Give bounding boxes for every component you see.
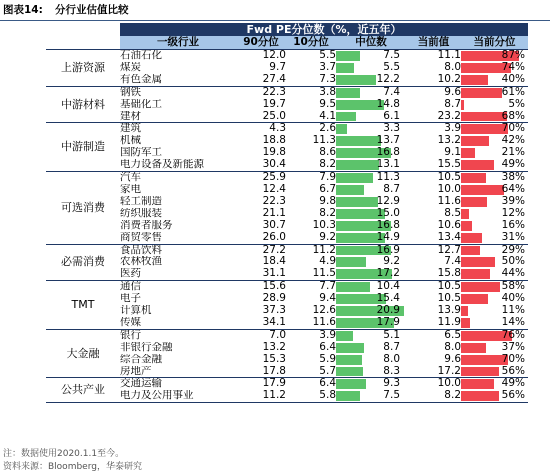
industry-name: 通信 — [120, 280, 141, 293]
median-cell — [336, 220, 406, 232]
current-value: 12.7 — [437, 244, 461, 256]
percentile-value: 70% — [501, 122, 526, 135]
percentile-value: 56% — [501, 390, 526, 402]
industry-name: 传媒 — [120, 317, 236, 329]
median-cell — [336, 256, 406, 268]
percentile-value: 58% — [501, 280, 526, 293]
percentile-cell — [461, 86, 528, 98]
p10-value: 6.7 — [319, 183, 336, 195]
p90-value: 25.0 — [236, 111, 286, 123]
percentile-value: 44% — [501, 268, 526, 280]
percentile-cell — [461, 378, 528, 390]
industry-name: 电力及公用事业 — [120, 390, 236, 402]
industry-name: 煤炭 — [120, 61, 141, 73]
industry-name: 建筑 — [120, 122, 141, 135]
current-value: 17.2 — [406, 366, 461, 378]
column-header: 当前分位 — [461, 36, 528, 50]
industry-name: 电力设备及新能源 — [120, 159, 236, 171]
percentile-cell — [461, 111, 528, 123]
percentile-cell — [461, 159, 528, 171]
table-row — [46, 329, 528, 341]
p10-value: 6.4 — [319, 341, 336, 353]
percentile-cell — [461, 329, 528, 341]
p90-value: 19.7 — [262, 98, 286, 110]
column-header: 90分位 — [236, 36, 286, 50]
percentile-value: 5% — [508, 98, 526, 110]
percentile-value: 64% — [501, 183, 526, 195]
group-label: TMT — [46, 281, 120, 330]
p10-value: 8.6 — [319, 147, 336, 159]
median-value: 8.0 — [383, 353, 400, 365]
group-label: 中游材料 — [46, 86, 120, 123]
percentile-value: 40% — [501, 293, 526, 305]
p10-value: 2.6 — [319, 122, 336, 135]
median-cell — [336, 123, 406, 135]
percentile-value: 42% — [501, 135, 526, 147]
p10-value: 11.3 — [312, 135, 336, 147]
percentile-cell — [461, 50, 528, 62]
median-cell — [336, 62, 406, 74]
p90-value: 12.4 — [262, 183, 286, 195]
column-header-row — [46, 36, 528, 50]
p90-value: 22.3 — [262, 86, 286, 98]
median-value: 11.3 — [376, 171, 400, 184]
median-value: 9.2 — [383, 256, 400, 268]
percentile-cell — [461, 74, 528, 86]
industry-name: 食品饮料 — [120, 244, 162, 256]
super-header: Fwd PE分位数（%，近五年） — [120, 23, 528, 36]
median-value: 7.4 — [383, 86, 400, 98]
p10-value: 5.5 — [319, 49, 336, 61]
current-value: 10.0 — [437, 377, 461, 390]
industry-name: 有色金属 — [120, 74, 236, 86]
footnote: 注：数据使用2020.1.1至今。 — [3, 449, 125, 459]
group-label: 可选消费 — [46, 172, 120, 244]
median-value: 14.9 — [376, 231, 400, 243]
percentile-value: 38% — [501, 171, 526, 184]
median-value: 15.0 — [376, 207, 400, 219]
group-label: 大金融 — [46, 329, 120, 378]
percentile-cell — [461, 208, 528, 220]
table-row — [46, 244, 528, 256]
median-value: 13.7 — [376, 135, 400, 147]
p90-value: 9.7 — [269, 61, 286, 73]
percentile-value: 49% — [501, 159, 526, 171]
median-value: 20.9 — [376, 305, 400, 317]
median-value: 8.7 — [383, 183, 400, 195]
percentile-value: 37% — [501, 341, 526, 353]
p90-value: 22.3 — [262, 195, 286, 207]
source-note: 资料来源：Bloomberg，华泰研究 — [3, 462, 142, 472]
median-value: 13.1 — [376, 159, 400, 171]
p10-value: 4.9 — [319, 256, 336, 268]
current-value: 8.7 — [444, 98, 461, 110]
current-value: 10.2 — [406, 74, 461, 86]
percentile-value: 49% — [501, 377, 526, 390]
column-header: 中位数 — [336, 36, 406, 50]
current-value: 6.5 — [444, 329, 461, 341]
percentile-cell — [461, 62, 528, 74]
table-row — [46, 281, 528, 293]
current-value: 23.2 — [406, 111, 461, 123]
industry-name: 石油石化 — [120, 49, 162, 61]
current-value: 13.4 — [406, 232, 461, 244]
p90-value: 11.2 — [236, 390, 286, 402]
median-value: 16.8 — [376, 219, 400, 231]
industry-name: 综合金融 — [120, 353, 162, 365]
industry-name: 农林牧渔 — [120, 256, 162, 268]
table-body — [46, 50, 528, 403]
p10-value: 11.2 — [312, 244, 336, 256]
median-value: 8.3 — [383, 365, 400, 377]
p90-value: 30.4 — [236, 159, 286, 171]
percentile-value: 31% — [501, 231, 526, 243]
p10-value: 9.4 — [319, 293, 336, 305]
percentile-cell — [461, 390, 528, 402]
current-value: 8.0 — [444, 341, 461, 353]
median-cell — [336, 184, 406, 196]
median-cell — [336, 354, 406, 366]
p90-value: 17.8 — [236, 366, 286, 378]
percentile-value: 14% — [501, 316, 526, 328]
industry-name: 机械 — [120, 135, 141, 147]
industry-name: 计算机 — [120, 305, 152, 317]
p90-value: 27.2 — [262, 244, 286, 256]
current-value: 13.9 — [437, 305, 461, 317]
industry-name: 非银行金融 — [120, 341, 173, 353]
industry-name: 医药 — [120, 268, 236, 280]
p10-value: 6.4 — [319, 377, 336, 390]
median-cell — [336, 99, 406, 111]
median-value: 16.9 — [376, 244, 400, 256]
median-cell — [336, 268, 406, 280]
median-value: 14.8 — [376, 98, 400, 110]
percentile-value: 40% — [501, 73, 526, 85]
median-value: 5.5 — [383, 61, 400, 73]
percentile-value: 50% — [501, 256, 526, 268]
percentile-cell — [461, 123, 528, 135]
column-header: 一级行业 — [120, 36, 236, 50]
p90-value: 13.2 — [262, 341, 286, 353]
median-cell — [336, 111, 406, 123]
median-cell — [336, 232, 406, 244]
p10-value: 9.8 — [319, 195, 336, 207]
p90-value: 7.0 — [269, 329, 286, 341]
median-value: 17.2 — [376, 268, 400, 280]
industry-name: 基础化工 — [120, 98, 162, 110]
median-cell — [336, 281, 406, 293]
median-cell — [336, 305, 406, 317]
percentile-cell — [461, 220, 528, 232]
valuation-table — [46, 23, 528, 403]
percentile-cell — [461, 256, 528, 268]
p10-value: 7.7 — [319, 280, 336, 293]
median-cell — [336, 172, 406, 184]
percentile-value: 56% — [501, 365, 526, 377]
p90-value: 37.3 — [262, 305, 286, 317]
current-value: 10.6 — [437, 219, 461, 231]
super-header-row — [46, 23, 528, 36]
p90-value: 25.9 — [262, 171, 286, 184]
p90-value: 12.0 — [262, 49, 286, 61]
p90-value: 4.3 — [269, 122, 286, 135]
percentile-cell — [461, 293, 528, 305]
p10-value: 8.2 — [319, 207, 336, 219]
median-value: 12.9 — [376, 195, 400, 207]
percentile-cell — [461, 268, 528, 280]
p10-value: 11.6 — [286, 317, 336, 329]
column-header: 当前值 — [406, 36, 461, 50]
industry-name: 消费者服务 — [120, 219, 173, 231]
p10-value: 9.2 — [286, 232, 336, 244]
percentile-value: 21% — [501, 147, 526, 159]
industry-name: 银行 — [120, 329, 141, 341]
median-cell — [336, 293, 406, 305]
group-label: 必需消费 — [46, 244, 120, 281]
median-value: 9.3 — [383, 377, 400, 390]
p10-value: 3.8 — [319, 86, 336, 98]
p10-value: 7.9 — [319, 171, 336, 184]
percentile-value: 70% — [501, 353, 526, 365]
p90-value: 17.9 — [262, 377, 286, 390]
percentile-cell — [461, 99, 528, 111]
p10-value: 5.8 — [286, 390, 336, 402]
percentile-value: 12% — [501, 207, 526, 219]
industry-name: 房地产 — [120, 366, 236, 378]
table-row — [46, 50, 528, 62]
median-value: 3.3 — [383, 122, 400, 135]
percentile-cell — [461, 244, 528, 256]
median-cell — [336, 147, 406, 159]
industry-name: 电子 — [120, 293, 141, 305]
percentile-cell — [461, 305, 528, 317]
current-value: 10.0 — [437, 183, 461, 195]
median-cell — [336, 74, 406, 86]
group-label: 中游制造 — [46, 123, 120, 172]
current-value: 9.1 — [444, 147, 461, 159]
industry-name: 建材 — [120, 111, 236, 123]
median-value: 7.5 — [383, 49, 400, 61]
current-value: 13.2 — [437, 135, 461, 147]
percentile-cell — [461, 354, 528, 366]
current-value: 3.9 — [444, 122, 461, 135]
industry-name: 纺织服装 — [120, 207, 162, 219]
current-value: 11.1 — [437, 49, 461, 61]
figure-label: 图表14: — [3, 4, 43, 16]
current-value: 8.2 — [406, 390, 461, 402]
figure-title: 分行业估值比较 — [55, 4, 129, 16]
p10-value: 8.2 — [286, 159, 336, 171]
median-cell — [336, 378, 406, 390]
industry-name: 家电 — [120, 183, 141, 195]
percentile-cell — [461, 196, 528, 208]
current-value: 8.0 — [444, 61, 461, 73]
figure-title-bar — [0, 0, 550, 21]
p90-value: 15.6 — [262, 280, 286, 293]
percentile-value: 16% — [501, 219, 526, 231]
percentile-cell — [461, 342, 528, 354]
industry-name: 国防军工 — [120, 147, 162, 159]
median-value: 12.2 — [376, 73, 400, 85]
table-row — [46, 86, 528, 98]
median-cell — [336, 196, 406, 208]
percentile-cell — [461, 172, 528, 184]
median-value: 8.7 — [383, 341, 400, 353]
median-cell — [336, 159, 406, 171]
industry-name: 汽车 — [120, 171, 141, 184]
median-cell — [336, 317, 406, 329]
median-cell — [336, 86, 406, 98]
median-cell — [336, 390, 406, 402]
current-value: 15.5 — [406, 159, 461, 171]
p90-value: 19.8 — [262, 147, 286, 159]
current-value: 11.6 — [437, 195, 461, 207]
p90-value: 30.7 — [262, 219, 286, 231]
median-cell — [336, 366, 406, 378]
median-cell — [336, 208, 406, 220]
current-value: 10.5 — [437, 171, 461, 184]
table-row — [46, 172, 528, 184]
percentile-cell — [461, 184, 528, 196]
current-value: 7.4 — [444, 256, 461, 268]
table-row — [46, 123, 528, 135]
industry-name: 轻工制造 — [120, 195, 162, 207]
median-cell — [336, 329, 406, 341]
p10-value: 5.9 — [319, 353, 336, 365]
median-value: 7.5 — [383, 390, 400, 402]
p90-value: 18.8 — [262, 135, 286, 147]
percentile-cell — [461, 232, 528, 244]
p90-value: 31.1 — [236, 268, 286, 280]
median-cell — [336, 50, 406, 62]
current-value: 8.5 — [444, 207, 461, 219]
percentile-value: 74% — [501, 61, 526, 73]
current-value: 15.8 — [406, 268, 461, 280]
p90-value: 18.4 — [262, 256, 286, 268]
p90-value: 26.0 — [236, 232, 286, 244]
industry-name: 商贸零售 — [120, 232, 236, 244]
median-cell — [336, 342, 406, 354]
group-label: 公共产业 — [46, 378, 120, 403]
current-value: 11.9 — [406, 317, 461, 329]
p10-value: 11.5 — [286, 268, 336, 280]
p90-value: 28.9 — [262, 293, 286, 305]
percentile-cell — [461, 281, 528, 293]
p10-value: 5.7 — [286, 366, 336, 378]
column-header: 10分位 — [286, 36, 336, 50]
table-row — [46, 378, 528, 390]
p10-value: 3.7 — [319, 61, 336, 73]
percentile-value: 39% — [501, 195, 526, 207]
current-value: 10.5 — [437, 280, 461, 293]
percentile-value: 68% — [501, 110, 526, 122]
percentile-value: 76% — [501, 329, 526, 341]
percentile-value: 61% — [501, 86, 526, 98]
percentile-cell — [461, 366, 528, 378]
percentile-cell — [461, 135, 528, 147]
percentile-value: 11% — [501, 305, 526, 317]
industry-name: 交通运输 — [120, 377, 162, 390]
p10-value: 4.1 — [286, 111, 336, 123]
p90-value: 34.1 — [236, 317, 286, 329]
median-value: 6.1 — [383, 110, 400, 122]
percentile-cell — [461, 147, 528, 159]
current-value: 9.6 — [444, 353, 461, 365]
median-cell — [336, 135, 406, 147]
p10-value: 9.5 — [319, 98, 336, 110]
median-value: 17.9 — [376, 316, 400, 328]
group-label: 上游资源 — [46, 50, 120, 87]
p90-value: 27.4 — [236, 74, 286, 86]
p10-value: 7.3 — [286, 74, 336, 86]
median-cell — [336, 244, 406, 256]
p10-value: 10.3 — [312, 219, 336, 231]
median-value: 10.4 — [376, 280, 400, 293]
percentile-value: 29% — [501, 244, 526, 256]
median-value: 15.4 — [376, 293, 400, 305]
median-value: 16.8 — [376, 147, 400, 159]
p90-value: 21.1 — [262, 207, 286, 219]
percentile-cell — [461, 317, 528, 329]
current-value: 10.5 — [437, 293, 461, 305]
p10-value: 3.9 — [319, 329, 336, 341]
current-value: 9.6 — [444, 86, 461, 98]
industry-name: 钢铁 — [120, 86, 141, 98]
median-value: 5.1 — [383, 329, 400, 341]
percentile-value: 87% — [501, 49, 526, 61]
p10-value: 12.6 — [312, 305, 336, 317]
p90-value: 15.3 — [262, 353, 286, 365]
